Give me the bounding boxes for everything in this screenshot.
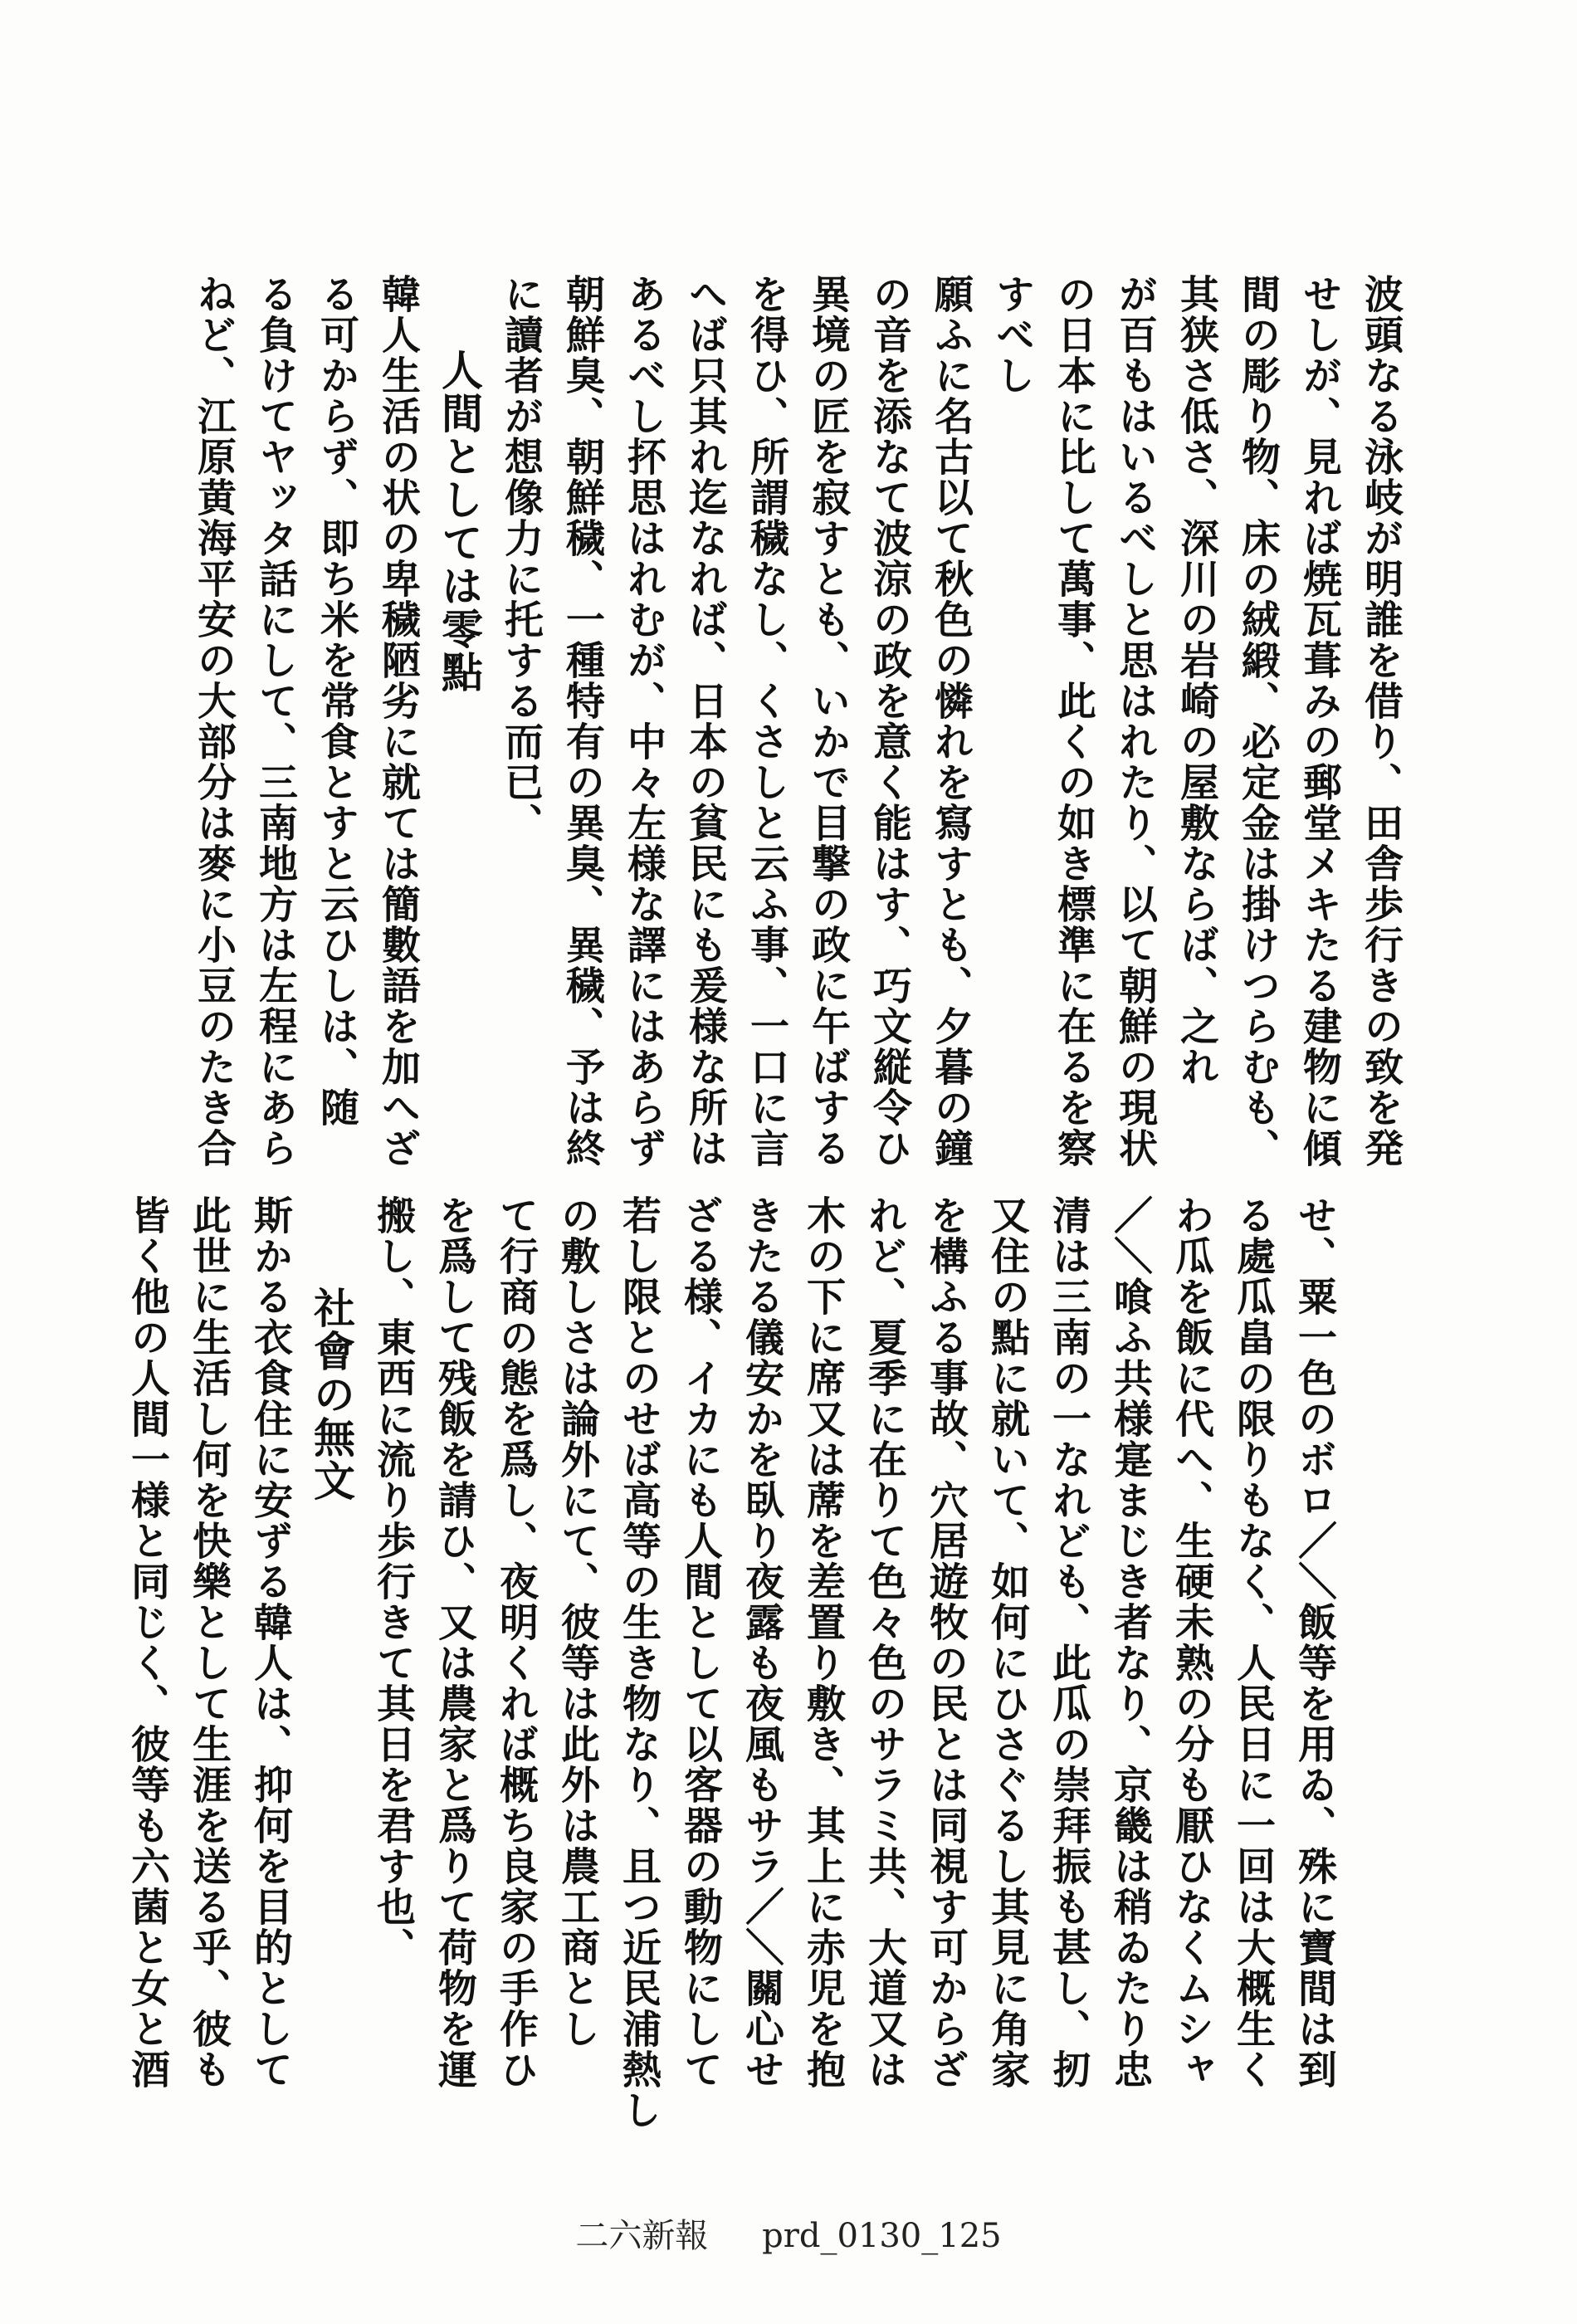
text-line: すべし [989, 274, 1035, 396]
text-line: の日本に比して萬事、此くの如き標準に在るを察 [1051, 274, 1096, 1169]
text-line: 又住の點に就いて、如何にひさぐるし其見に角家 [984, 1195, 1030, 2090]
text-line: わ瓜を飯に代へ、生硬未熟の分も厭ひなくムシャ [1169, 1195, 1214, 2090]
text-line: へば只其れ迄なれば、日本の貧民にも爰様な所は [682, 274, 728, 1169]
text-line: が百もはいるべしと思はれたり、以て朝鮮の現状 [1112, 274, 1158, 1169]
text-line: る可からず、即ち米を常食とすと云ひしは、随 [314, 274, 359, 1128]
page-identifier: prd_0130_125 [762, 2217, 1002, 2255]
text-line: ざる様、イカにも人間として以客器の動物にして [677, 1195, 723, 2090]
text-line: る處瓜畠の限りもなく、人民日に一回は大概生く [1230, 1195, 1276, 2090]
text-line: を爲して残飯を請ひ、又は農家と爲りて荷物を運 [432, 1195, 477, 2090]
text-line: 若し限とのせば高等の生き物なり、且つ近民浦熱し [616, 1195, 662, 2131]
text-line: 其狭さ低さ、深川の岩崎の屋敷ならば、之れ [1174, 274, 1219, 1087]
text-line: 搬し、東西に流り歩行きて其日を君す也、 [370, 1195, 416, 1968]
text-line: 波頭なる泳岐が明誰を借り、田舎歩行きの致を発 [1358, 274, 1404, 1169]
lower-text-block [116, 1195, 1345, 2129]
text-line: 朝鮮臭、朝鮮穢、一種特有の異臭、異穢、予は終 [559, 274, 605, 1169]
text-line: 韓人生活の状の卑穢陋劣に就ては簡數語を加へざ [375, 274, 421, 1169]
text-line: 願ふに名古以て秋色の憐れを寫すとも、夕暮の鐘 [928, 274, 974, 1169]
section-heading: 人間としては零點 [435, 349, 484, 694]
page-footer [0, 2209, 1577, 2257]
text-line: きたる儀安かを臥り夜露も夜風もサラ／＼關心せ [739, 1195, 784, 2090]
text-line: ／＼喰ふ共様寔まじき者なり、京畿は稍ゐたり忠 [1107, 1195, 1153, 2090]
text-line: あるべし抔思はれむが、中々左様な譯にはあらず [621, 274, 666, 1169]
text-line: を得ひ、所謂穢なし、くさしと云ふ事、一口に言 [744, 274, 789, 1169]
text-line: の音を添なて波涼の政を意く能はす、巧文縦令ひ [867, 274, 912, 1169]
section-heading: 社會の無文 [307, 1286, 356, 1502]
text-line: 清は三南の一なれども、此瓜の崇拜振も甚し、扨 [1046, 1195, 1091, 2090]
text-line: れど、夏季に在りて色々色のサラミ共、大道又は [862, 1195, 907, 2090]
text-line: て行商の態を爲し、夜明くれば概ち良家の手作ひ [493, 1195, 539, 2090]
text-line: せ、粟一色のボロ／＼飯等を用ゐ、殊に寶間は到 [1291, 1195, 1337, 2090]
text-line: に讀者が想像力に托する而已、 [498, 274, 544, 843]
publication-name: 二六新報 [575, 2217, 709, 2255]
text-line: 異境の匠を寂すとも、いかで目撃の政に午ばする [805, 274, 851, 1169]
text-line: 間の彫り物、床の絨緞、必定金は掛けつらむも、 [1235, 274, 1281, 1169]
text-line: 此世に生活し何を快樂として生涯を送る乎、彼も [186, 1195, 232, 2090]
text-line: る負けてヤッタ話にして、三南地方は左程にあら [252, 274, 298, 1169]
text-line: 皆く他の人間一様と同じく、彼等も六菌と女と酒 [124, 1195, 170, 2090]
text-line: ねど、江原黄海平安の大部分は麥に小豆のたき合 [191, 274, 237, 1169]
upper-text-block [183, 274, 1411, 1195]
text-line: せしが、見れば焼瓦葺みの郵堂メキたる建物に傾 [1296, 274, 1342, 1169]
text-line: 斯かる衣食住に安ずる韓人は、抑何を目的として [247, 1195, 293, 2090]
text-line: の敷しさは論外にて、彼等は此外は農工商とし [554, 1195, 600, 2049]
text-line: 木の下に席又は蓆を差置り敷き、其上に赤児を抱 [800, 1195, 846, 2090]
text-line: を構ふる事故、穴居遊牧の民とは同視す可からざ [923, 1195, 969, 2090]
